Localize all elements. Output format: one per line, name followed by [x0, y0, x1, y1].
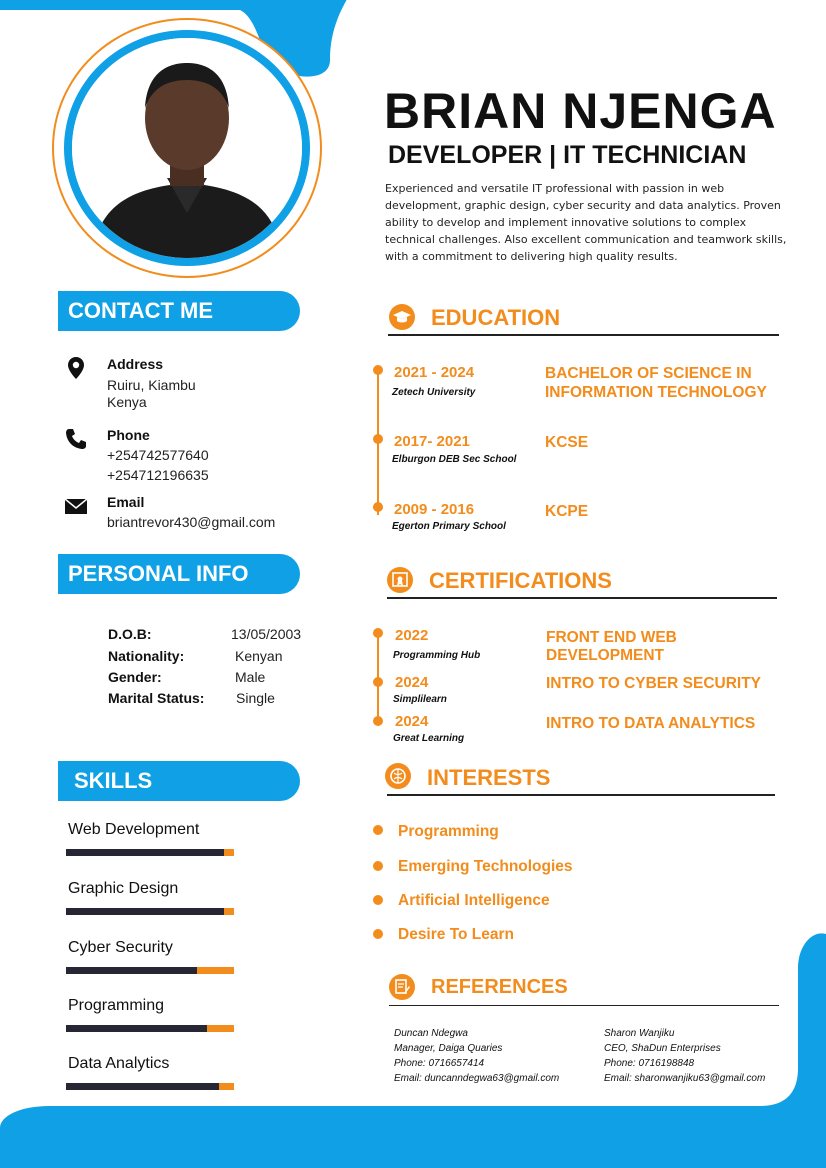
- interest-item: Artificial Intelligence: [398, 892, 550, 909]
- email-address[interactable]: briantrevor430@gmail.com: [107, 514, 276, 530]
- interest-bullet: [373, 895, 383, 905]
- timeline-dot: [373, 502, 383, 512]
- interests-heading: INTERESTS: [427, 765, 551, 790]
- certification-title: INTRO TO CYBER SECURITY: [546, 675, 762, 692]
- nationality-value: Kenyan: [235, 648, 283, 664]
- timeline-dot: [373, 365, 383, 375]
- reference-name: Duncan Ndegwa: [394, 1028, 468, 1039]
- gender-label: Gender:: [108, 669, 162, 685]
- dob-value: 13/05/2003: [231, 626, 302, 642]
- education-qualification: KCSE: [545, 434, 589, 451]
- education-qualification: INFORMATION TECHNOLOGY: [545, 384, 767, 401]
- certifications-divider: [387, 597, 777, 599]
- skill-level-fill: [66, 1025, 207, 1032]
- job-role: DEVELOPER | IT TECHNICIAN: [388, 141, 747, 169]
- references-divider: [389, 1005, 779, 1006]
- skill-bar: [66, 1025, 234, 1032]
- certification-provider: Programming Hub: [393, 650, 481, 661]
- brain-icon: [385, 763, 411, 789]
- interest-item: Emerging Technologies: [398, 858, 573, 875]
- interest-bullet: [373, 861, 383, 871]
- reference-email[interactable]: Email: duncanndegwa63@gmail.com: [394, 1073, 560, 1084]
- education-institution: Egerton Primary School: [392, 521, 506, 532]
- skill-name: Graphic Design: [68, 880, 179, 897]
- skill-name: Data Analytics: [68, 1055, 170, 1072]
- email-icon: [64, 494, 88, 518]
- gender-value: Male: [235, 669, 266, 685]
- dob-label: D.O.B:: [108, 626, 152, 642]
- phone-label: Phone: [107, 427, 150, 443]
- reference-phone[interactable]: Phone: 0716198848: [604, 1058, 695, 1069]
- document-pen-icon: [389, 974, 415, 1000]
- skill-level-fill: [66, 1083, 219, 1090]
- phone-number-2[interactable]: +254712196635: [107, 467, 209, 483]
- education-institution: Zetech University: [392, 387, 476, 398]
- certification-provider: Simplilearn: [393, 694, 447, 705]
- interests-divider: [387, 794, 775, 796]
- timeline-dot: [373, 716, 383, 726]
- contact-heading: CONTACT ME: [58, 291, 300, 331]
- profile-photo: [64, 30, 310, 266]
- nationality-label: Nationality:: [108, 648, 185, 664]
- reference-name: Sharon Wanjiku: [604, 1028, 675, 1039]
- email-label: Email: [107, 494, 145, 510]
- phone-number-1[interactable]: +254742577640: [107, 447, 209, 463]
- reference-title: CEO, ShaDun Enterprises: [604, 1043, 721, 1054]
- education-years: 2017- 2021: [394, 433, 470, 450]
- skill-bar: [66, 849, 234, 856]
- graduation-cap-icon: [389, 304, 415, 330]
- timeline-dot: [373, 677, 383, 687]
- certification-year: 2024: [395, 713, 429, 730]
- person-portrait-icon: [72, 38, 302, 258]
- skill-bar: [66, 908, 234, 915]
- certificate-icon: [387, 567, 413, 593]
- reference-phone[interactable]: Phone: 0716657414: [394, 1058, 485, 1069]
- timeline-dot: [373, 434, 383, 444]
- skill-name: Cyber Security: [68, 939, 173, 956]
- interest-item: Programming: [398, 823, 499, 840]
- education-years: 2009 - 2016: [394, 501, 475, 518]
- education-qualification: BACHELOR OF SCIENCE IN: [545, 365, 752, 382]
- references-heading: REFERENCES: [431, 976, 568, 998]
- skill-bar: [66, 1083, 234, 1090]
- certification-title: DEVELOPMENT: [546, 647, 664, 664]
- address-label: Address: [107, 356, 164, 372]
- address-line-1: Ruiru, Kiambu: [107, 377, 196, 393]
- certification-provider: Great Learning: [393, 733, 465, 744]
- skill-level-fill: [66, 908, 224, 915]
- reference-email[interactable]: Email: sharonwanjiku63@gmail.com: [604, 1073, 766, 1084]
- personal-info-heading: PERSONAL INFO: [58, 554, 300, 594]
- profile-summary: Experienced and versatile IT professional with passion in web development, graphic design, cyber security and data analytics. Proven ability to develop and implement innovative solutions to complex technical challenges. Also excellent communication and teamwork skills, with a commitment to delivering high quality results.: [385, 182, 787, 263]
- interest-bullet: [373, 929, 383, 939]
- certification-title: FRONT END WEB: [546, 629, 677, 646]
- interest-bullet: [373, 825, 383, 835]
- timeline-dot: [373, 628, 383, 638]
- marital-status-value: Single: [236, 690, 275, 706]
- skill-bar: [66, 967, 234, 974]
- profile-photo-ring: [52, 18, 322, 278]
- certification-title: INTRO TO DATA ANALYTICS: [546, 715, 756, 732]
- reference-title: Manager, Daiga Quaries: [394, 1043, 503, 1054]
- reference-1: [394, 1026, 559, 1086]
- marital-status-label: Marital Status:: [108, 690, 205, 706]
- education-divider: [388, 334, 779, 336]
- skill-level-fill: [66, 849, 224, 856]
- phone-icon: [64, 427, 88, 451]
- address-line-2: Kenya: [107, 394, 147, 410]
- reference-2: [604, 1026, 765, 1086]
- education-years: 2021 - 2024: [394, 364, 475, 381]
- full-name: BRIAN NJENGA: [384, 83, 777, 139]
- skill-name: Programming: [68, 997, 165, 1014]
- skills-heading: SKILLS: [58, 761, 300, 801]
- location-pin-icon: [64, 356, 88, 380]
- education-institution: Elburgon DEB Sec School: [392, 454, 517, 465]
- interest-item: Desire To Learn: [398, 926, 515, 943]
- skill-level-fill: [66, 967, 197, 974]
- certifications-heading: CERTIFICATIONS: [429, 568, 612, 593]
- education-qualification: KCPE: [545, 503, 589, 520]
- skill-name: Web Development: [68, 821, 200, 838]
- education-heading: EDUCATION: [431, 305, 561, 330]
- certification-year: 2022: [395, 627, 429, 644]
- certification-year: 2024: [395, 674, 429, 691]
